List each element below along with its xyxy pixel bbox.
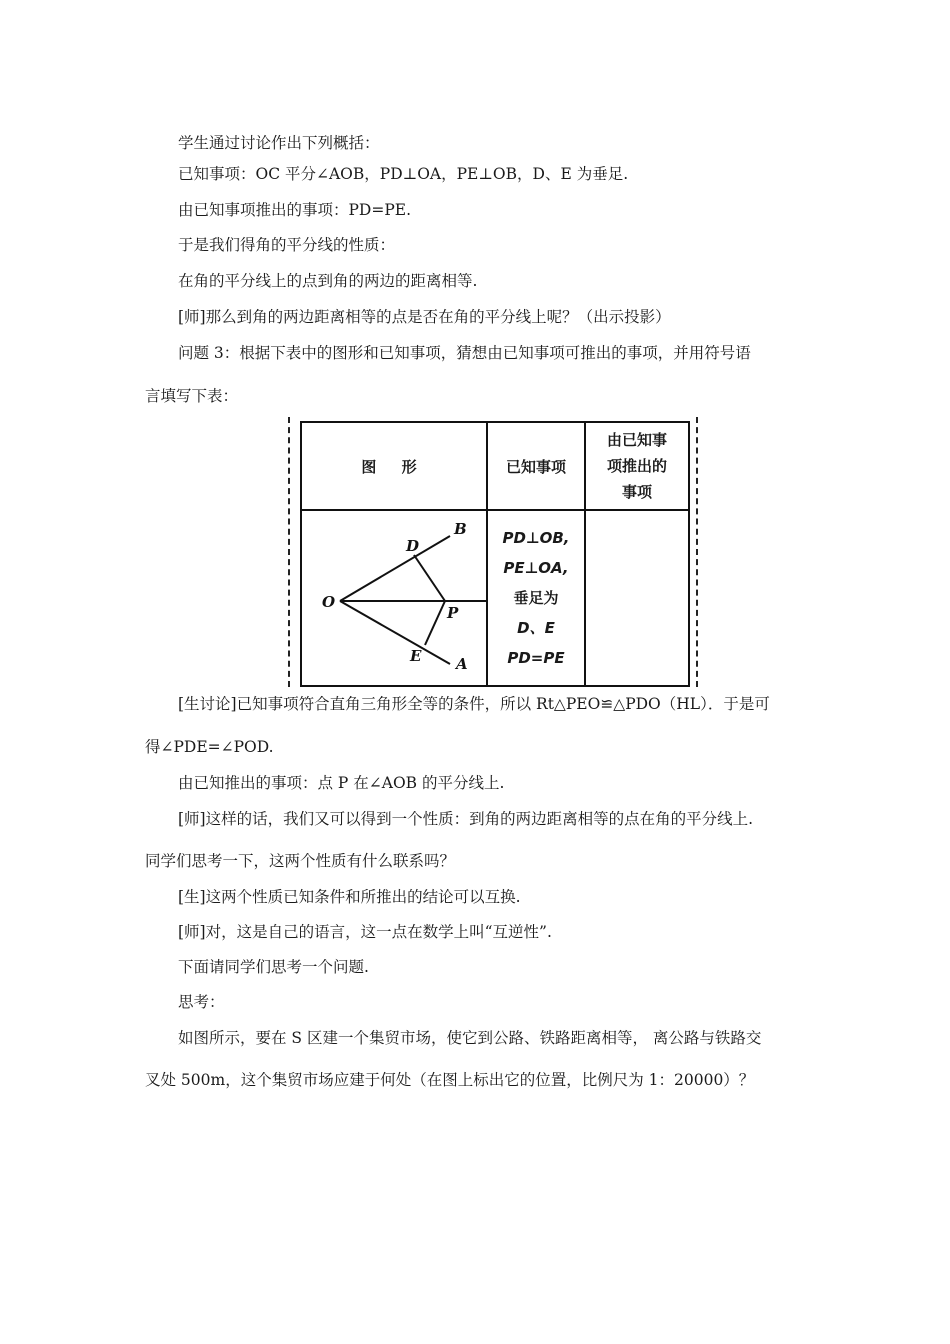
paragraph-student-discussion-cont: 得∠PDE=∠POD. (145, 738, 274, 756)
label-b: B (454, 520, 467, 538)
paragraph-known: 已知事项：OC 平分∠AOB，PD⊥OA，PE⊥OB，D、E 为垂足. (178, 165, 629, 183)
paragraph-teacher-question: [师]那么到角的两边距离相等的点是否在角的平分线上呢？（出示投影） (178, 308, 671, 326)
paragraph-student-answer: [生]这两个性质已知条件和所推出的结论可以互换. (178, 888, 521, 906)
paragraph-summary: 学生通过讨论作出下列概括： (178, 134, 380, 152)
header-derived: 由已知事 项推出的 事项 (585, 422, 689, 510)
angle-bisector-figure (302, 511, 488, 681)
dashed-border-right (696, 417, 698, 687)
paragraph-student-discussion: [生讨论]已知事项符合直角三角形全等的条件，所以 Rt△PEO≌△PDO（HL）．于是可 (178, 695, 770, 713)
known-line-5: PD=PE (507, 649, 565, 667)
problem-table (300, 421, 690, 687)
ray-ob (340, 536, 450, 601)
header-known: 已知事项 (487, 422, 585, 510)
derived-cell (585, 510, 689, 686)
label-d: D (406, 537, 420, 555)
paragraph-think-label: 思考： (178, 993, 225, 1011)
known-line-4: D、E (517, 619, 555, 637)
problem-table-frame (288, 417, 700, 687)
header-figure: 图 形 (301, 422, 487, 510)
known-conditions-cell (487, 510, 585, 686)
paragraph-teacher-property: [师]这样的话，我们又可以得到一个性质：到角的两边距离相等的点在角的平分线上. (178, 810, 754, 828)
ray-oa (340, 601, 450, 664)
known-line-2: PE⊥OA, (503, 559, 569, 577)
dashed-border-left (288, 417, 290, 687)
paragraph-derived: 由已知事项推出的事项：PD=PE. (178, 201, 412, 219)
paragraph-derived-2: 由已知推出的事项：点 P 在∠AOB 的平分线上. (178, 774, 505, 792)
label-a: A (456, 655, 468, 673)
paragraph-problem-3: 问题 3：根据下表中的图形和已知事项，猜想由已知事项可推出的事项，并用符号语 (178, 344, 751, 362)
label-e: E (410, 647, 422, 665)
paragraph-next-problem: 下面请同学们思考一个问题. (178, 958, 369, 976)
label-p: P (447, 604, 459, 622)
paragraph-teacher-inverse: [师]对，这是自己的语言，这一点在数学上叫“互逆性”. (178, 923, 552, 941)
segment-pd (414, 555, 445, 601)
known-line-3: 垂足为 (513, 589, 559, 607)
label-o: O (322, 593, 336, 611)
paragraph-market-problem-cont: 叉处 500m，这个集贸市场应建于何处（在图上标出它的位置，比例尺为 1：20000）？ (145, 1071, 755, 1089)
paragraph-teacher-property-cont: 同学们思考一下，这两个性质有什么联系吗？ (145, 852, 456, 870)
paragraph-property-intro: 于是我们得角的平分线的性质： (178, 236, 396, 254)
paragraph-property: 在角的平分线上的点到角的两边的距离相等. (178, 272, 478, 290)
figure-cell (301, 510, 487, 686)
segment-pe (425, 601, 445, 645)
known-line-1: PD⊥OB, (502, 529, 570, 547)
paragraph-market-problem: 如图所示，要在 S 区建一个集贸市场，使它到公路、铁路距离相等， 离公路与铁路交 (178, 1029, 762, 1047)
paragraph-problem-3-cont: 言填写下表： (145, 387, 239, 405)
